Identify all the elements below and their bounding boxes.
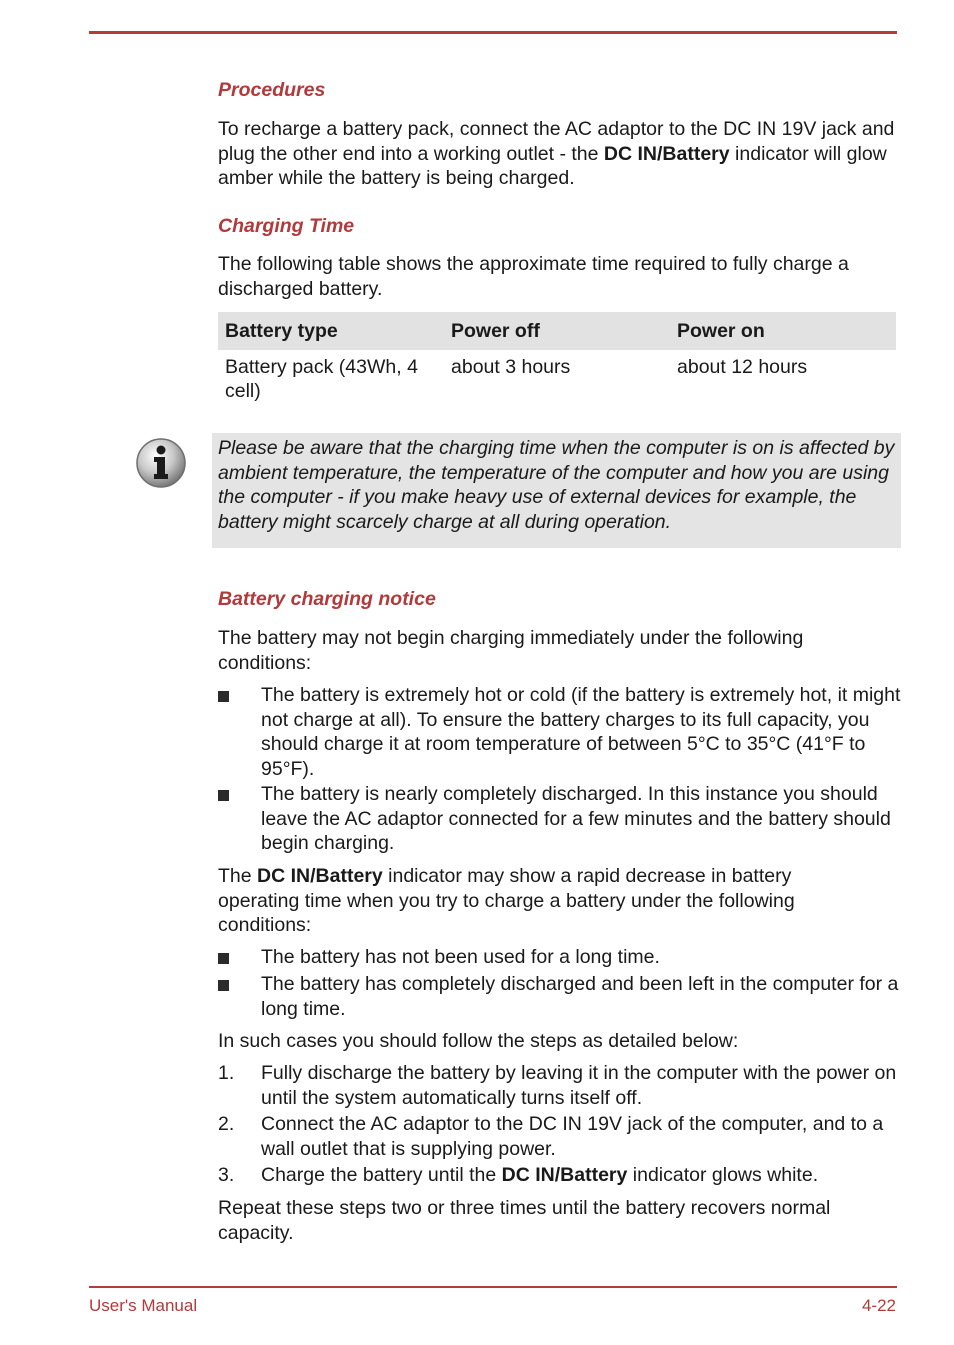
table-row <box>218 350 896 408</box>
notice-intro: The battery may not begin charging immediately under the following conditions: <box>218 627 804 674</box>
bullet-square <box>218 980 229 991</box>
bullet-square <box>218 691 229 702</box>
steps-intro: In such cases you should follow the steps as detailed below: <box>218 1030 739 1052</box>
bullet-square <box>218 790 229 801</box>
charging-time-intro: The following table shows the approximate time required to fully charge a discharged battery. <box>218 253 849 300</box>
charging-time-table <box>218 312 896 408</box>
indicator-text-1: The <box>218 865 258 887</box>
info-icon <box>135 437 187 489</box>
list-item-text: The battery has completely discharged and been left in the computer for a long time. <box>261 973 899 1020</box>
list-item-text: The battery is extremely hot or cold (if the battery is extremely hot, it might not charge at all). To ensure the battery charges to its full capacity, you should charge it at room temperature of between 5°C to 35°C (41°F to 95°F). <box>261 684 901 780</box>
bottom-rule <box>89 1286 897 1288</box>
step-number: 3. <box>218 1164 235 1186</box>
table-cell: about 3 hours <box>451 356 571 378</box>
step-text: Fully discharge the battery by leaving it in the computer with the power on until the system automatically turns itself off. <box>261 1062 897 1109</box>
battery-charging-notice-heading: Battery charging notice <box>218 588 436 610</box>
table-cell: Battery pack (43Wh, 4 cell) <box>225 356 418 402</box>
table-header-battery-type: Battery type <box>218 312 444 350</box>
procedures-heading: Procedures <box>218 79 326 101</box>
procedures-paragraph <box>218 117 898 191</box>
table-header-power-off: Power off <box>444 312 670 350</box>
indicator-bold: DC IN/Battery <box>257 865 383 887</box>
repeat-paragraph: Repeat these steps two or three times until the battery recovers normal capacity. <box>218 1197 831 1244</box>
step-number: 1. <box>218 1062 235 1084</box>
procedures-bold: DC IN/Battery <box>603 142 730 165</box>
table-cell: about 12 hours <box>677 356 808 378</box>
note-text: Please be aware that the charging time when the computer is on is affected by ambient temperature, the temperature of the computer and how you are using the computer - if you make heavy use of external devices for example, the battery might scarcely charge at all during operation. <box>218 437 895 534</box>
list-item-text: The battery is nearly completely discharged. In this instance you should leave the AC adaptor connected for a few minutes and the battery should begin charging. <box>261 783 891 854</box>
footer-left: User's Manual <box>89 1296 198 1315</box>
procedures-text-2: indicator will glow amber while the battery is being charged. <box>218 142 887 189</box>
procedures-text-1: To recharge a battery pack, connect the AC adaptor to the DC IN 19V jack and plug the other end into a working outlet - the <box>218 118 895 165</box>
top-rule <box>89 31 897 34</box>
step-text-2: indicator glows white. <box>627 1164 819 1186</box>
step-text <box>261 1163 901 1188</box>
list-item-text: The battery has not been used for a long time. <box>261 946 660 968</box>
step-text-1: Charge the battery until the <box>261 1164 502 1186</box>
table-header-power-on: Power on <box>670 312 896 350</box>
step-number: 2. <box>218 1113 235 1135</box>
step-text: Connect the AC adaptor to the DC IN 19V jack of the computer, and to a wall outlet that is supplying power. <box>261 1113 884 1160</box>
indicator-text-2: indicator may show a rapid decrease in battery operating time when you try to charge a battery under the following conditions: <box>218 865 795 936</box>
table-header-row <box>218 312 896 350</box>
footer-right: 4-22 <box>861 1296 896 1315</box>
step-bold: DC IN/Battery <box>501 1164 628 1186</box>
charging-time-heading: Charging Time <box>218 215 355 237</box>
bullet-square <box>218 953 229 964</box>
indicator-paragraph <box>218 864 858 938</box>
